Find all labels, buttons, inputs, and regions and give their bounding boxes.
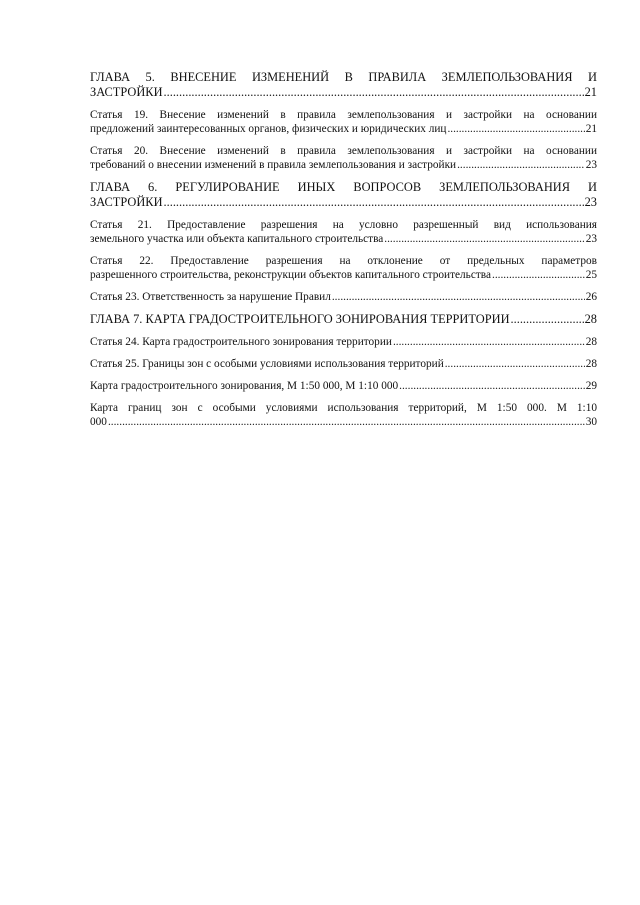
dot-leader (393, 335, 585, 349)
toc-entry-last-line (90, 357, 597, 371)
toc-entry-last-line (90, 415, 597, 429)
dot-leader (164, 85, 584, 100)
table-of-contents (90, 70, 597, 437)
toc-entry[interactable] (90, 335, 597, 349)
dot-leader (457, 158, 585, 172)
toc-entry[interactable] (90, 108, 597, 136)
dot-leader (445, 357, 585, 371)
page-number: 28 (585, 336, 597, 348)
toc-entry[interactable] (90, 70, 597, 100)
page-number: 21 (585, 123, 597, 135)
toc-entry[interactable] (90, 144, 597, 172)
page-number: 25 (585, 269, 597, 281)
page-number: 21 (584, 85, 597, 99)
toc-entry-title: Статья 19. Внесение изменений в правила землепользования и застройки на основании (90, 109, 597, 121)
page-number: 23 (585, 233, 597, 245)
toc-entry-last-line (90, 335, 597, 349)
dot-leader (384, 232, 584, 246)
toc-entry-title: Статья 22. Предоставление разрешения на отклонение от предельных параметров (90, 255, 597, 267)
dot-leader (399, 379, 585, 393)
toc-entry-title-tail: Статья 25. Границы зон с особыми условиями использования территорий (90, 358, 444, 370)
page-number: 28 (584, 312, 597, 326)
toc-entry-title-tail: ГЛАВА 7. КАРТА ГРАДОСТРОИТЕЛЬНОГО ЗОНИРОВАНИЯ ТЕРРИТОРИИ (90, 312, 510, 326)
toc-entry-title-tail: земельного участка или объекта капитального строительства (90, 233, 384, 245)
toc-entry-title-tail: Статья 23. Ответственность за нарушение Правил (90, 291, 331, 303)
toc-entry-title: Статья 20. Внесение изменений в правила землепользования и застройки на основании (90, 145, 597, 157)
toc-entry-title-tail: Статья 24. Карта градостроительного зонирования территории (90, 336, 392, 348)
page-number: 23 (584, 195, 597, 209)
dot-leader (447, 122, 584, 136)
dot-leader (108, 415, 585, 429)
toc-entry[interactable] (90, 312, 597, 327)
page-number: 23 (585, 159, 597, 171)
dot-leader (164, 195, 584, 210)
toc-entry-title-tail: ЗАСТРОЙКИ (90, 85, 163, 99)
toc-entry-last-line (90, 312, 597, 327)
toc-entry-title-tail: 000 (90, 416, 107, 428)
page-number: 28 (585, 358, 597, 370)
toc-entry-title: Карта границ зон с особыми условиями использования территорий, М 1:50 000. М 1:10 (90, 402, 597, 414)
toc-entry-last-line (90, 268, 597, 282)
dot-leader (332, 290, 585, 304)
toc-entry[interactable] (90, 379, 597, 393)
page-number: 26 (585, 291, 597, 303)
toc-entry[interactable] (90, 357, 597, 371)
page-number: 29 (585, 380, 597, 392)
toc-entry-title: Статья 21. Предоставление разрешения на условно разрешенный вид использования (90, 219, 597, 231)
dot-leader (492, 268, 585, 282)
toc-entry-last-line (90, 122, 597, 136)
toc-entry-last-line (90, 290, 597, 304)
toc-entry-last-line (90, 85, 597, 100)
toc-entry[interactable] (90, 254, 597, 282)
toc-entry[interactable] (90, 290, 597, 304)
toc-entry[interactable] (90, 401, 597, 429)
toc-entry-last-line (90, 158, 597, 172)
toc-entry[interactable] (90, 218, 597, 246)
toc-entry-last-line (90, 195, 597, 210)
toc-entry-title-tail: Карта градостроительного зонирования, М 1:50 000, М 1:10 000 (90, 380, 399, 392)
toc-entry-title-tail: предложений заинтересованных органов, физических и юридических лиц (90, 123, 447, 135)
toc-entry-title: ГЛАВА 5. ВНЕСЕНИЕ ИЗМЕНЕНИЙ В ПРАВИЛА ЗЕМЛЕПОЛЬЗОВАНИЯ И (90, 70, 597, 84)
toc-entry[interactable] (90, 180, 597, 210)
page-number: 30 (585, 416, 597, 428)
toc-entry-last-line (90, 232, 597, 246)
dot-leader (511, 312, 584, 327)
toc-entry-last-line (90, 379, 597, 393)
toc-entry-title-tail: требований о внесении изменений в правила землепользования и застройки (90, 159, 457, 171)
toc-entry-title-tail: разрешенного строительства, реконструкции объектов капитального строительства (90, 269, 491, 281)
toc-entry-title: ГЛАВА 6. РЕГУЛИРОВАНИЕ ИНЫХ ВОПРОСОВ ЗЕМЛЕПОЛЬЗОВАНИЯ И (90, 180, 597, 194)
toc-entry-title-tail: ЗАСТРОЙКИ (90, 195, 163, 209)
